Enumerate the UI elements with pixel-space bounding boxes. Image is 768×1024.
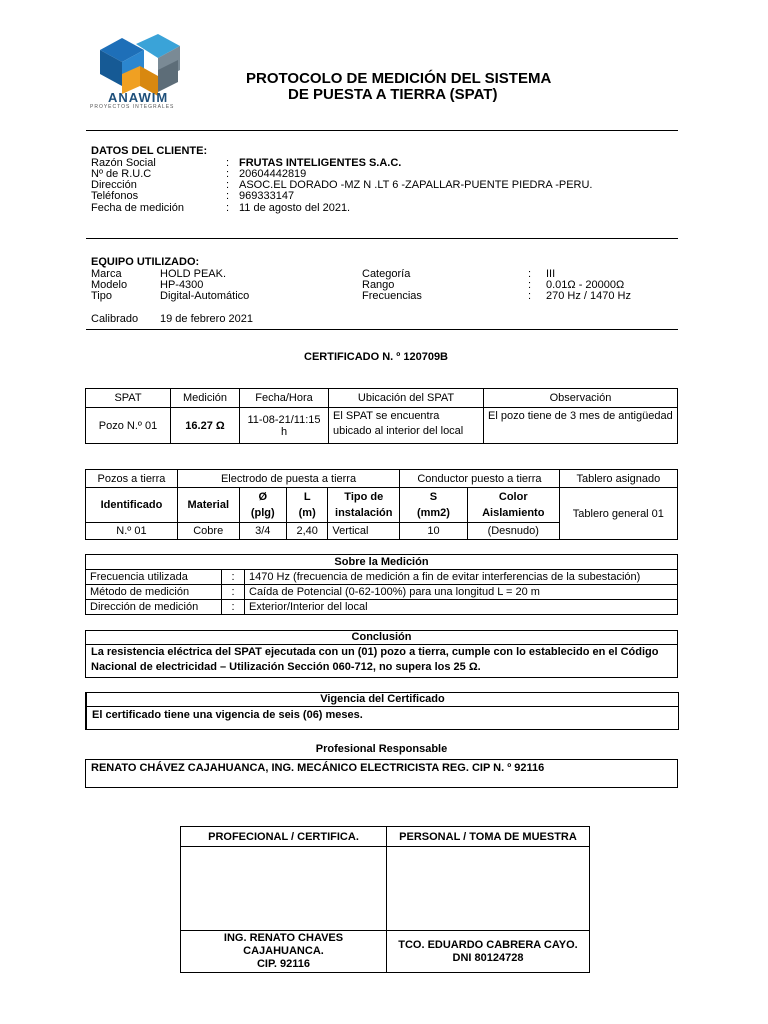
length-symbol: L — [303, 491, 311, 503]
th-tipo — [328, 488, 400, 523]
cell-section: 10 — [400, 523, 468, 540]
table-row — [86, 570, 678, 585]
vigencia-text: El certificado tiene una vigencia de seis (06) meses. — [92, 709, 363, 721]
client-heading: DATOS DEL CLIENTE: — [91, 145, 208, 157]
sig-right-footer — [387, 931, 590, 973]
client-value: 20604442819 — [239, 168, 307, 180]
cell-diameter: 3/4 — [239, 523, 286, 540]
profesional-heading: Profesional Responsable — [315, 743, 448, 755]
table-row — [86, 600, 678, 615]
equip-label: Marca — [91, 268, 122, 280]
equip-value: Digital-Automático — [160, 290, 250, 302]
equip-value: III — [546, 268, 556, 280]
th-electrodo: Electrodo de puesta a tierra — [177, 470, 399, 488]
th-length — [287, 488, 328, 523]
th-ubicacion: Ubicación del SPAT — [329, 389, 484, 408]
sig-left-header: PROFECIONAL / CERTIFICA. — [181, 827, 387, 847]
spat-table — [85, 388, 678, 444]
sep: : — [222, 570, 245, 585]
profesional-text: RENATO CHÁVEZ CAJAHUANCA, ING. MECÁNICO ELECTRICISTA REG. CIP N. º 92116 — [91, 762, 545, 774]
divider — [86, 329, 678, 330]
equip-label: Rango — [362, 279, 395, 291]
cell-id: N.º 01 — [86, 523, 178, 540]
th-medicion: Medición — [171, 389, 240, 408]
sig-left-id: CIP. 92116 — [256, 958, 310, 970]
cell-medicion: 16.27 Ω — [171, 408, 240, 444]
table-row — [86, 585, 678, 600]
section-unit: (mm2) — [416, 507, 450, 519]
color-line2: Aislamiento — [482, 507, 545, 519]
cell-spat: Pozo N.º 01 — [86, 408, 171, 444]
equip-value: 0.01Ω - 20000Ω — [546, 279, 625, 291]
sig-left-name: ING. RENATO CHAVES CAJAHUANCA. — [223, 932, 344, 957]
certificate-number: CERTIFICADO N. º 120709B — [304, 351, 448, 363]
section-symbol: S — [429, 491, 438, 503]
medicion-label: Frecuencia utilizada — [86, 570, 222, 585]
equip-label: Tipo — [91, 290, 112, 302]
client-value: 969333147 — [239, 190, 295, 202]
equip-label: Frecuencias — [362, 290, 422, 302]
th-diameter — [239, 488, 286, 523]
sep: : — [222, 585, 245, 600]
diameter-unit: (plg) — [250, 507, 275, 519]
th-observacion: Observación — [484, 389, 678, 408]
equip-value: HOLD PEAK. — [160, 268, 227, 280]
sep: : — [226, 202, 230, 214]
th-conductor: Conductor puesto a tierra — [400, 470, 560, 488]
th-color — [467, 488, 559, 523]
cell-color: (Desnudo) — [467, 523, 559, 540]
divider — [86, 130, 678, 131]
conclusion-heading: Conclusión — [86, 631, 677, 645]
profesional-box — [85, 759, 678, 788]
medicion-label: Método de medición — [86, 585, 222, 600]
equip-label: Modelo — [91, 279, 128, 291]
th-material: Material — [177, 488, 239, 523]
client-value: 11 de agosto del 2021. — [239, 202, 351, 214]
document-title-line2: DE PUESTA A TIERRA (SPAT) — [288, 86, 498, 103]
diameter-symbol: Ø — [258, 491, 268, 503]
th-fecha: Fecha/Hora — [240, 389, 329, 408]
th-section — [400, 488, 468, 523]
signature-area-right — [387, 847, 590, 931]
equip-value: HP-4300 — [160, 279, 204, 291]
client-value: FRUTAS INTELIGENTES S.A.C. — [239, 157, 402, 169]
sep: : — [528, 268, 532, 280]
client-label: Dirección — [91, 179, 137, 191]
cell-tablero: Tablero general 01 — [559, 488, 677, 540]
table-row — [86, 408, 678, 444]
pozos-table — [85, 469, 678, 540]
cell-observacion: El pozo tiene de 3 mes de antigüedad — [484, 408, 678, 444]
calibrated-label: Calibrado — [91, 313, 139, 325]
cell-tipo: Vertical — [328, 523, 400, 540]
vigencia-heading: Vigencia del Certificado — [87, 693, 678, 707]
client-label: Fecha de medición — [91, 202, 184, 214]
sep: : — [528, 290, 532, 302]
vigencia-box — [85, 692, 679, 730]
divider — [86, 238, 678, 239]
sig-right-id: DNI 80124728 — [452, 951, 524, 964]
th-tablero: Tablero asignado — [559, 470, 677, 488]
company-logo — [88, 30, 200, 112]
cell-length: 2,40 — [287, 523, 328, 540]
medicion-value: 1470 Hz (frecuencia de medición a fin de evitar interferencias de la subestación) — [245, 570, 678, 585]
tipo-line2: instalación — [335, 507, 393, 519]
sep: : — [226, 168, 230, 180]
sep: : — [222, 600, 245, 615]
calibrated-value: 19 de febrero 2021 — [160, 313, 253, 325]
sep: : — [226, 179, 230, 191]
color-line1: Color — [498, 491, 528, 503]
client-label: Nº de R.U.C — [91, 168, 152, 180]
medicion-label: Dirección de medición — [86, 600, 222, 615]
document-title-line1: PROTOCOLO DE MEDICIÓN DEL SISTEMA — [246, 70, 552, 87]
conclusion-box — [85, 630, 678, 678]
conclusion-line1: La resistencia eléctrica del SPAT ejecutada con un (01) pozo a tierra, cumple con lo establecido en el Código — [91, 646, 659, 658]
signature-area-left — [181, 847, 387, 931]
client-value: ASOC.EL DORADO -MZ N .LT 6 -ZAPALLAR-PUENTE PIEDRA -PERU. — [239, 179, 593, 191]
sep: : — [226, 157, 230, 169]
cell-fecha: 11-08-21/11:15 h — [240, 408, 329, 444]
client-label: Razón Social — [91, 157, 156, 169]
logo-brand: ANAWIM — [108, 90, 169, 105]
client-label: Teléfonos — [91, 190, 139, 202]
medicion-value: Exterior/Interior del local — [245, 600, 678, 615]
length-unit: (m) — [298, 507, 316, 519]
medicion-value: Caída de Potencial (0-62-100%) para una longitud L = 20 m — [245, 585, 678, 600]
sep: : — [226, 190, 230, 202]
medicion-heading: Sobre la Medición — [86, 555, 678, 570]
signatures-table — [180, 826, 590, 973]
sig-left-footer — [181, 931, 387, 973]
tipo-line1: Tipo de — [344, 491, 384, 503]
sig-right-name: TCO. EDUARDO CABRERA CAYO. — [398, 938, 578, 951]
equipment-heading: EQUIPO UTILIZADO: — [91, 256, 200, 268]
cell-ubicacion: El SPAT se encuentra ubicado al interior del local — [329, 408, 484, 444]
th-identificado: Identificado — [86, 488, 178, 523]
th-pozos: Pozos a tierra — [86, 470, 178, 488]
equip-value: 270 Hz / 1470 Hz — [546, 290, 631, 302]
logo-tagline: PROYECTOS INTEGRALES — [90, 104, 175, 110]
sep: : — [528, 279, 532, 291]
cell-material: Cobre — [177, 523, 239, 540]
equip-label: Categoría — [362, 268, 411, 280]
conclusion-line2: Nacional de electricidad – Utilización Sección 060-712, no supera los 25 Ω. — [91, 661, 481, 673]
th-spat: SPAT — [86, 389, 171, 408]
medicion-table — [85, 554, 678, 615]
sig-right-header: PERSONAL / TOMA DE MUESTRA — [387, 827, 590, 847]
